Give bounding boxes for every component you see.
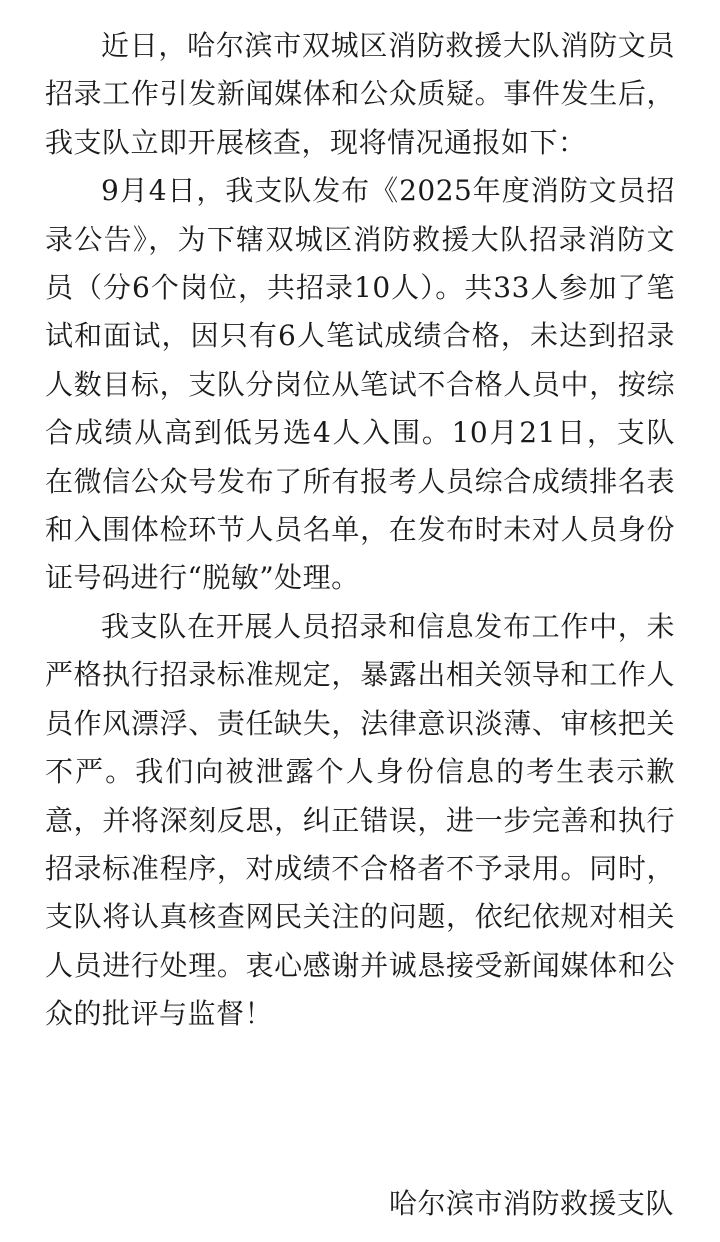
paragraph-details: 9月4日，我支队发布《2025年度消防文员招录公告》，为下辖双城区消防救援大队招录消防文员（分6个岗位，共招录10人）。共33人参加了笔试和面试，因只有6人笔试成绩合格，未达到招录人数目标，支队分岗位从笔试不合格人员中，按综合成绩从高到低另选4人入围。10月21日，支队在微信公众号发布了所有报考人员综合成绩排名表和入围体检环节人员名单，在发布时未对人员身份证号码进行“脱敏”处理。 (45, 174, 675, 595)
paragraph-apology: 我支队在开展人员招录和信息发布工作中，未严格执行招录标准规定，暴露出相关领导和工作人员作风漂浮、责任缺失，法律意识淡薄、审核把关不严。我们向被泄露个人身份信息的考生表示歉意，并将深刻反思，纠正错误，进一步完善和执行招录标准程序，对成绩不合格者不予录用。同时，支队将认真核查网民关注的问题，依纪依规对相关人员进行处理。衷心感谢并诚恳接受新闻媒体和公众的批评与监督！ (45, 609, 675, 1031)
signature: 哈尔滨市消防救援支队 (388, 1187, 674, 1220)
notice-body (45, 22, 675, 1039)
paragraph-intro: 近日，哈尔滨市双城区消防救援大队消防文员招录工作引发新闻媒体和公众质疑。事件发生后，我支队立即开展核查，现将情况通报如下： (45, 29, 675, 159)
